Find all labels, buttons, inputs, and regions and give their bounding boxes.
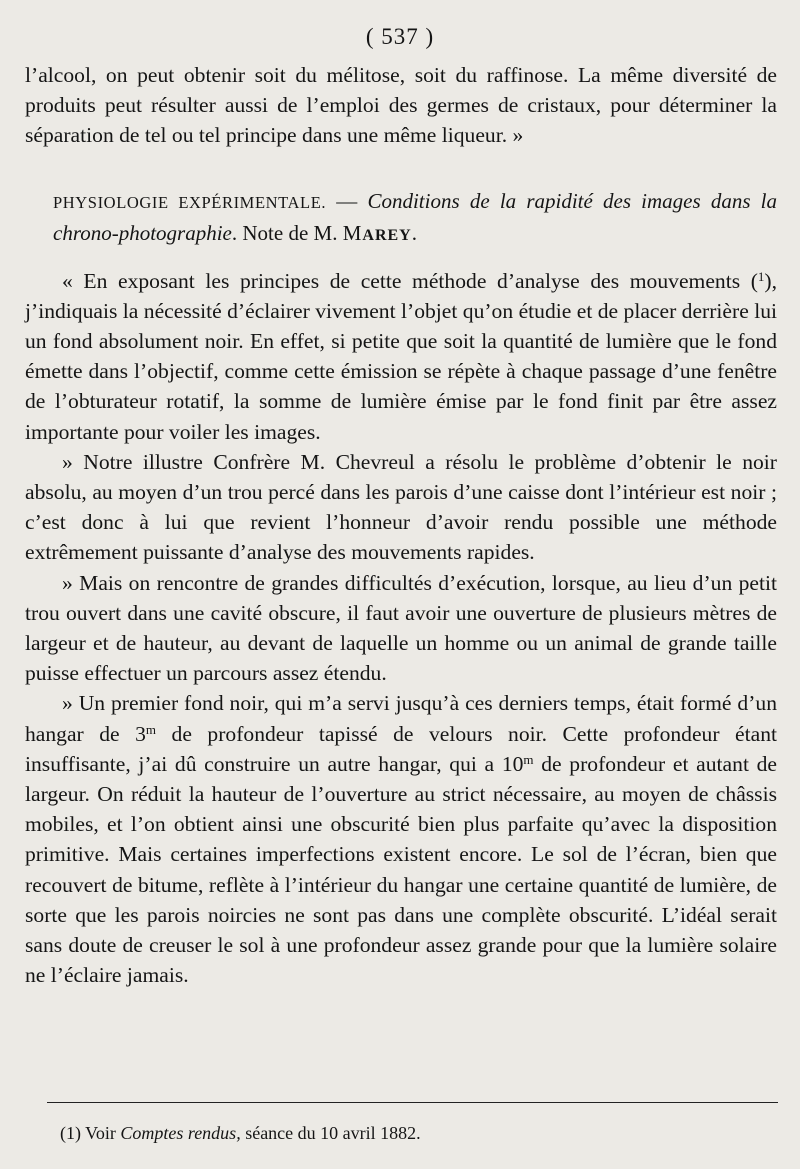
continuation-paragraph: l’alcool, on peut obtenir soit du mélitose, soit du raffinose. La même diversité de produits peut résulter aussi de l’emploi des germes de cristaux, pour déterminer la séparation de tel ou tel principe dans une même liqueur. » [25,63,777,148]
paragraph-4-part-b: de profondeur tapissé de velours noir. Cette profondeur étant insuffisante, j’ai dû construire un autre hangar, qui a 10 [25,721,777,776]
heading-period: . [411,220,417,245]
author-rest: AREY [362,226,412,244]
paragraph-1 [25,266,777,447]
footnote-date: séance du 10 avril 1882. [240,1123,421,1143]
footnote [60,1121,421,1145]
unit-metre-1: m [145,721,157,737]
footnote-journal: Comptes rendus, [120,1123,241,1143]
footnote-reference: 1 [757,268,765,284]
author-initial: M [342,220,363,245]
section-label: PHYSIOLOGIE EXPÉRIMENTALE. [53,192,327,212]
footnote-marker: (1) [60,1123,81,1143]
paragraph-2: » Notre illustre Confrère M. Chevreul a résolu le problème d’obtenir le noir absolu, au moyen d’un trou percé dans les parois d’une caisse dont l’intérieur est noir ; c’est donc à lui que revient l’honneur d’avoir rendu possible une méthode extrêmement puissante d’analyse des mouvements rapides. [25,449,777,565]
paragraph-1-part-b: ), j’indiquais la nécessité d’éclairer vivement l’objet qu’on étudie et de placer derrière lui un fond absolument noir. En effet, si petite que soit la quantité de lumière que le fond émette dans l’objectif, comme cette émission se répète à chaque passage d’une fenêtre de l’obturateur rotatif, la somme de lumière émise par le fond finit par être assez importante pour voiler les images. [25,268,777,444]
heading-dash: — [326,188,368,213]
paragraph-4-part-a: » Un premier fond noir, qui m’a servi jusqu’à ces derniers temps, était formé d’un hangar de 3 [25,691,777,746]
footnote-divider [47,1102,778,1103]
note-prefix: . Note de M. [231,220,343,245]
page-number: ( 537 ) [365,24,435,49]
paragraph-4 [25,688,777,990]
body-text [25,60,777,990]
footnote-prefix: Voir [81,1123,121,1143]
article-heading [25,186,777,251]
paragraph-1-part-a: « En exposant les principes de cette méthode d’analyse des mouvements ( [62,268,758,293]
unit-metre-2: m [523,751,534,767]
paragraph-3: » Mais on rencontre de grandes difficultés d’exécution, lorsque, au lieu d’un petit trou ouvert dans une cavité obscure, il faut avoir une ouverture de plusieurs mètres de largeur et de hauteur, au devant de laquelle un homme ou un animal de grande taille puisse effectuer un parcours assez étendu. [25,570,777,686]
article-title: Conditions de la rapidité des images dans la chrono-photographie [53,188,778,245]
paragraph-4-part-c: de profondeur et autant de largeur. On réduit la hauteur de l’ouverture au strict nécessaire, au moyen de châssis mobiles, et l’on obtient ainsi une obscurité bien plus parfaite qu’avec la disposition primitive. Mais certaines imperfections existent encore. Le sol de l’écran, bien que recouvert de bitume, reflète à l’intérieur du hangar une certaine quantité de lumière, de sorte que les parois noircies ne sont pas dans une complète obscurité. L’idéal serait sans doute de creuser le sol à une profondeur assez grande pour que la lumière solaire ne l’éclaire jamais. [25,751,778,988]
author-name [343,221,412,245]
